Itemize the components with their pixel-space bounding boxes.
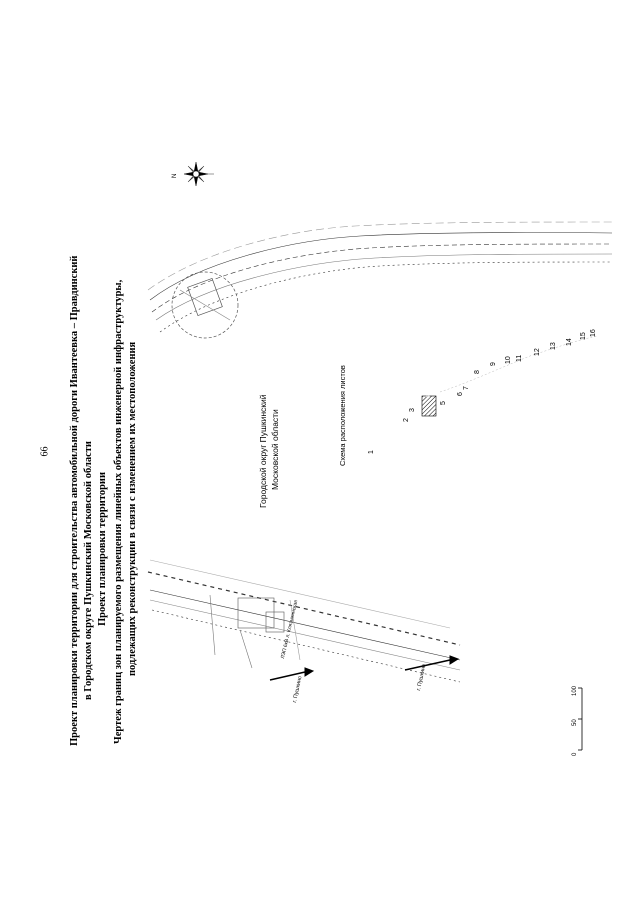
district-label-line-1: Городской округ Пушкинский: [258, 394, 268, 508]
lower-road-corridor: [148, 560, 460, 682]
title-line-4: Чертеж границ зон планируемого размещения линейных объектов инженерной инфраструктуры,: [113, 279, 124, 744]
sheet-number-16: 16: [590, 329, 597, 337]
upper-road-corridor: [148, 222, 612, 332]
sheet-number-8: 8: [474, 370, 481, 374]
scale-tick-50: 50: [572, 719, 578, 726]
sheet-number-11: 11: [516, 354, 523, 362]
road-label-1: г. Пушкино: [292, 675, 304, 704]
sheet-number-10: 10: [505, 356, 512, 364]
scale-tick-100: 100: [572, 685, 578, 696]
sheet-number-7: 7: [463, 386, 470, 390]
title-line-2: в Городском округе Пушкинский Московской области: [83, 441, 94, 700]
sheet-number-2: 2: [403, 418, 410, 422]
scale-bar: [578, 688, 582, 750]
circular-junction: [172, 272, 238, 338]
sheet-number-12: 12: [534, 348, 541, 356]
sheet-number-1: 1: [368, 450, 375, 454]
title-line-3: Проект планировки территории: [97, 471, 108, 626]
sheet-number-4: 4: [426, 395, 432, 398]
scale-tick-0: 0: [572, 752, 578, 756]
sheet-number-6: 6: [457, 392, 464, 396]
sheet-number-14: 14: [566, 338, 573, 346]
compass-rose-icon: [184, 162, 214, 186]
road-label-3: ЛЭП 6кВ л. Клязьминская: [280, 599, 300, 660]
title-line-1: Проект планировки территории для строительства автомобильной дороги Ивантеевка – Правдинский: [69, 255, 80, 746]
title-line-5: подлежащих реконструкции в связи с изменением их местоположения: [127, 341, 138, 676]
road-label-2: г. Пушкино: [416, 663, 428, 692]
district-label-line-2: Московской области: [270, 409, 280, 490]
sheet-scheme-caption: Схема расположения листов: [338, 365, 347, 466]
sheet-number-15: 15: [580, 332, 587, 340]
sheet-number-13: 13: [550, 342, 557, 350]
sheet-number-3: 3: [409, 408, 416, 412]
compass-label: N: [172, 173, 178, 178]
page-number: 66: [39, 446, 51, 457]
sheet-number-9: 9: [490, 362, 497, 366]
sheet-number-5: 5: [440, 401, 447, 405]
sheet-scheme-graphic: [422, 336, 598, 416]
